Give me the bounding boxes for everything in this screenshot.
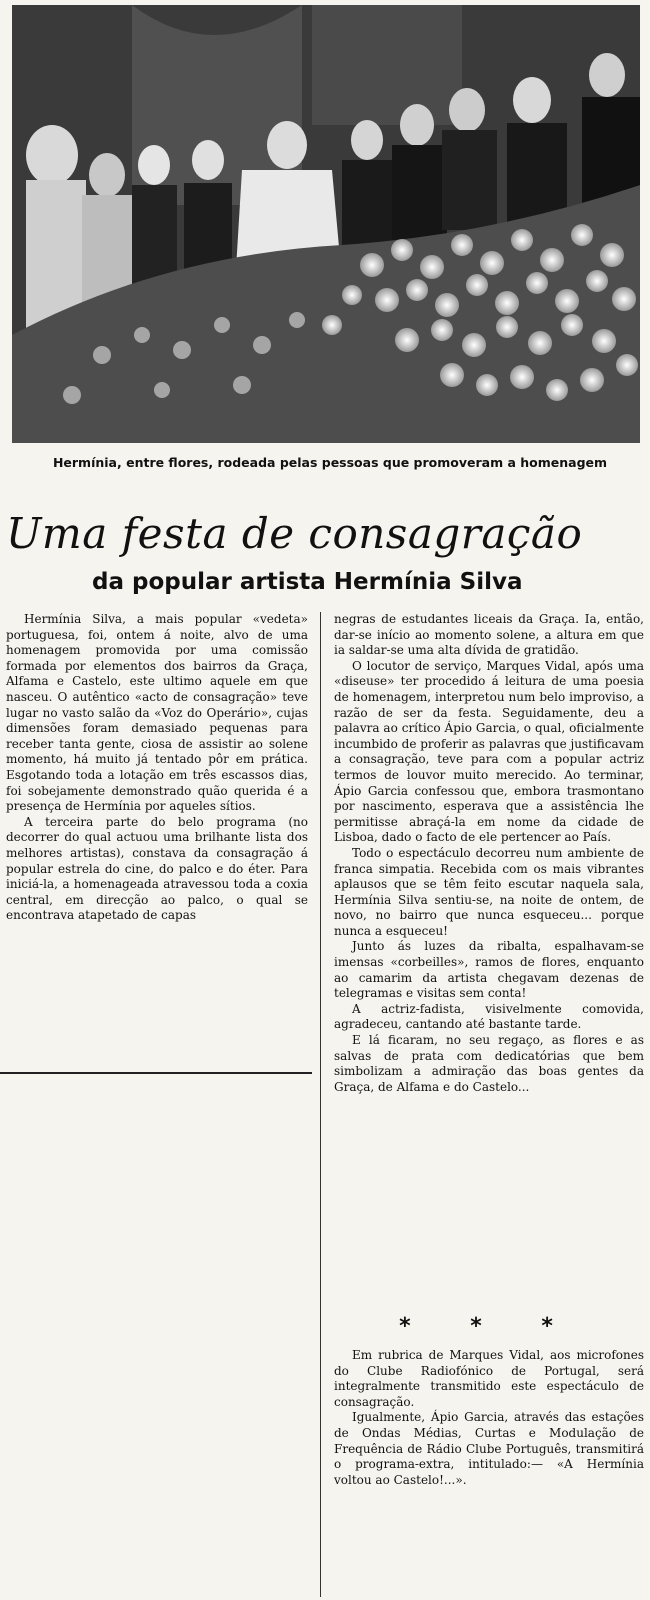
paragraph: Junto ás luzes da ribalta, espalhavam-se imensas «corbeilles», ramos de flores, enquanto ao camarim da artista chegavam dezenas de telegramas e visitas sem conta! [334, 939, 644, 1001]
paragraph: A terceira parte do belo programa (no decorrer do qual actuou uma brilhante lista dos melhores artistas), constava da consagração á popular estrela do cine, do palco e do éter. Para iniciá-la, a homenageada atravessou toda a coxia central, em direcção ao palco, o qual se encontrava atapetado de capas [6, 814, 308, 923]
paragraph: negras de estudantes liceais da Graça. Ia, então, dar-se início ao momento solene, a altura em que ia saldar-se uma alta dívida de gratidão. [334, 612, 644, 658]
news-photo [12, 5, 640, 443]
article-column-1 [6, 612, 308, 924]
paragraph: Em rubrica de Marques Vidal, aos microfones do Clube Radiofónico de Portugal, será integralmente transmitido este espectáculo de consagração. [334, 1348, 644, 1409]
headline: Uma festa de consagração [6, 509, 583, 558]
paragraph: Igualmente, Ápio Garcia, através das estações de Ondas Médias, Curtas e Modulação de Frequência de Rádio Clube Português, transmitirá o programa-extra, intitulado:— «A Hermínia voltou ao Castelo!...». [334, 1410, 644, 1487]
photo-caption: Hermínia, entre flores, rodeada pelas pessoas que promoveram a homenagem [52, 455, 608, 470]
article-column-3 [334, 1348, 644, 1488]
paragraph: O locutor de serviço, Marques Vidal, após uma «diseuse» ter procedido á leitura de uma poesia de homenagem, interpretou num belo improviso, a razão de ser da festa. Seguidamente, deu a palavra ao crítico Ápio Garcia, o qual, oficialmente incumbido de proferir as palavras que justificavam a consagração, teve para com a popular actriz termos de louvor muito merecido. Ao terminar, Ápio Garcia confessou que, embora trasmontano por nascimento, esperava que a assistência lhe permitisse abraçá-la em nome da cidade de Lisboa, dado o facto de ele pertencer ao País. [334, 658, 644, 845]
paragraph: Todo o espectáculo decorreu num ambiente de franca simpatia. Recebida com os mais vibrantes aplausos que se têm feito escutar naquela sala, Hermínia Silva sentiu-se, na noite de ontem, de novo, no bairro que nunca esqueceu... porque nunca a esqueceu! [334, 845, 644, 938]
article-column-2 [334, 612, 644, 1095]
subheadline: da popular artista Hermínia Silva [92, 569, 523, 595]
paragraph: E lá ficaram, no seu regaço, as flores e as salvas de prata com dedicatórias que bem simbolizam a admiração das boas gentes da Graça, de Alfama e do Castelo... [334, 1033, 644, 1094]
column-end-rule [0, 1072, 312, 1074]
column-divider [320, 612, 321, 1597]
section-separator: * * * [399, 1314, 579, 1339]
paragraph: A actriz-fadista, visivelmente comovida, agradeceu, cantando até bastante tarde. [334, 1001, 644, 1032]
paragraph: Hermínia Silva, a mais popular «vedeta» portuguesa, foi, ontem á noite, alvo de uma homenagem promovida por uma comissão formada por elementos dos bairros da Graça, Alfama e Castelo, este ultimo aquele em que nasceu. O autêntico «acto de consagração» teve lugar no vasto salão da «Voz do Operário», cujas dimensões foram demasiado pequenas para receber tanta gente, ciosa de assistir ao solene momento, há muito já tentado pôr em prática. Esgotando toda a lotação em três escassos dias, foi sobejamente demonstrado quão querida é a presença de Hermínia por aqueles sítios. [6, 612, 308, 814]
